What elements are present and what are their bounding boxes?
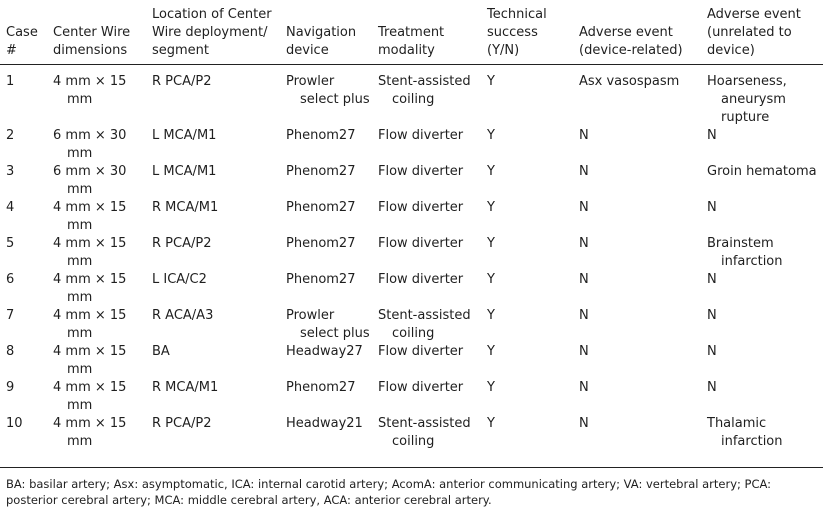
cell-technical-success: Y (487, 272, 495, 287)
table-bottom-rule (0, 467, 823, 468)
cell-adverse-device: N (579, 128, 589, 143)
table-header (0, 6, 823, 65)
cell-treatment-modality: Stent-assisted coiling (378, 308, 471, 341)
cell-technical-success: Y (487, 344, 495, 359)
header-adverse-device: Adverse event (device-related) (579, 25, 683, 58)
cell-case: 7 (6, 308, 15, 323)
cell-adverse-device: N (579, 200, 589, 215)
table-footnote: BA: basilar artery; Asx: asymptomatic, ICA: internal carotid artery; AcomA: anterior communicating artery; VA: vertebral artery; PCA: posterior cerebral artery; MCA: middle cerebral artery, ACA: anterior cerebral artery. (6, 477, 772, 507)
cell-wire-dimensions: 4 mm × 15 mm (53, 272, 127, 305)
case-table (0, 6, 823, 451)
cell-technical-success: Y (487, 74, 495, 89)
table-row (0, 199, 823, 235)
cell-wire-dimensions: 4 mm × 15 mm (53, 416, 127, 449)
table-row (0, 307, 823, 343)
cell-wire-dimensions: 6 mm × 30 mm (53, 164, 127, 197)
table-row (0, 415, 823, 451)
cell-case: 9 (6, 380, 15, 395)
cell-adverse-unrelated: N (707, 344, 717, 359)
cell-adverse-device: N (579, 164, 589, 179)
cell-adverse-device: N (579, 380, 589, 395)
cell-wire-dimensions: 4 mm × 15 mm (53, 236, 127, 269)
cell-case: 6 (6, 272, 15, 287)
cell-technical-success: Y (487, 380, 495, 395)
header-navigation-device: Navigation device (286, 25, 357, 58)
cell-adverse-device: Asx vasospasm (579, 74, 680, 89)
cell-treatment-modality: Flow diverter (378, 344, 464, 359)
cell-location: L MCA/M1 (152, 128, 217, 143)
header-adverse-unrelated: Adverse event (unrelated to device) (707, 7, 801, 58)
cell-navigation-device: Phenom27 (286, 200, 356, 215)
cell-location: R ACA/A3 (152, 308, 214, 323)
cell-navigation-device: Headway27 (286, 344, 363, 359)
cell-adverse-unrelated: Groin hematoma (707, 164, 817, 179)
table-row (0, 163, 823, 199)
header-case: Case # (6, 25, 38, 58)
cell-case: 3 (6, 164, 15, 179)
cell-location: R MCA/M1 (152, 380, 219, 395)
cell-adverse-device: N (579, 308, 589, 323)
cell-adverse-unrelated: Brainstem infarction (707, 236, 783, 269)
cell-location: R PCA/P2 (152, 74, 212, 89)
cell-location: L ICA/C2 (152, 272, 207, 287)
cell-treatment-modality: Flow diverter (378, 236, 464, 251)
cell-location: BA (152, 344, 170, 359)
cell-wire-dimensions: 4 mm × 15 mm (53, 200, 127, 233)
cell-treatment-modality: Flow diverter (378, 164, 464, 179)
cell-adverse-unrelated: Hoarseness, aneurysm rupture (707, 74, 787, 125)
cell-treatment-modality: Flow diverter (378, 272, 464, 287)
cell-adverse-unrelated: Thalamic infarction (707, 416, 783, 449)
table-row (0, 379, 823, 415)
cell-technical-success: Y (487, 308, 495, 323)
cell-technical-success: Y (487, 236, 495, 251)
table-row (0, 271, 823, 307)
header-wire-dimensions: Center Wire dimensions (53, 25, 131, 58)
cell-adverse-device: N (579, 344, 589, 359)
cell-adverse-unrelated: N (707, 380, 717, 395)
cell-case: 4 (6, 200, 15, 215)
cell-treatment-modality: Flow diverter (378, 200, 464, 215)
table-row (0, 65, 823, 128)
cell-wire-dimensions: 4 mm × 15 mm (53, 308, 127, 341)
cell-navigation-device: Phenom27 (286, 236, 356, 251)
cell-wire-dimensions: 6 mm × 30 mm (53, 128, 127, 161)
cell-case: 2 (6, 128, 15, 143)
cell-navigation-device: Phenom27 (286, 128, 356, 143)
cell-adverse-device: N (579, 236, 589, 251)
cell-treatment-modality: Stent-assisted coiling (378, 74, 471, 107)
header-treatment-modality: Treatment modality (378, 25, 445, 58)
cell-wire-dimensions: 4 mm × 15 mm (53, 344, 127, 377)
table-row (0, 127, 823, 163)
cell-adverse-unrelated: N (707, 200, 717, 215)
cell-technical-success: Y (487, 128, 495, 143)
cell-case: 5 (6, 236, 15, 251)
cell-treatment-modality: Flow diverter (378, 128, 464, 143)
cell-navigation-device: Phenom27 (286, 272, 356, 287)
cell-navigation-device: Prowler select plus (286, 308, 370, 341)
cell-wire-dimensions: 4 mm × 15 mm (53, 74, 127, 107)
cell-adverse-unrelated: N (707, 128, 717, 143)
cell-location: L MCA/M1 (152, 164, 217, 179)
header-location: Location of Center Wire deployment/ segment (152, 7, 272, 58)
table-body (0, 65, 823, 452)
header-row (0, 6, 823, 65)
cell-case: 1 (6, 74, 15, 89)
cell-case: 10 (6, 416, 23, 431)
cell-technical-success: Y (487, 416, 495, 431)
cell-navigation-device: Headway21 (286, 416, 363, 431)
cell-adverse-unrelated: N (707, 272, 717, 287)
cell-adverse-device: N (579, 416, 589, 431)
table-row (0, 235, 823, 271)
cell-technical-success: Y (487, 164, 495, 179)
cell-location: R PCA/P2 (152, 236, 212, 251)
cell-treatment-modality: Stent-assisted coiling (378, 416, 471, 449)
cell-treatment-modality: Flow diverter (378, 380, 464, 395)
cell-location: R MCA/M1 (152, 200, 219, 215)
cell-technical-success: Y (487, 200, 495, 215)
cell-navigation-device: Phenom27 (286, 380, 356, 395)
cell-case: 8 (6, 344, 15, 359)
cell-navigation-device: Phenom27 (286, 164, 356, 179)
header-technical-success: Technical success (Y/N) (487, 7, 547, 58)
cell-location: R PCA/P2 (152, 416, 212, 431)
cell-navigation-device: Prowler select plus (286, 74, 370, 107)
cell-adverse-device: N (579, 272, 589, 287)
table-row (0, 343, 823, 379)
cell-adverse-unrelated: N (707, 308, 717, 323)
cell-wire-dimensions: 4 mm × 15 mm (53, 380, 127, 413)
